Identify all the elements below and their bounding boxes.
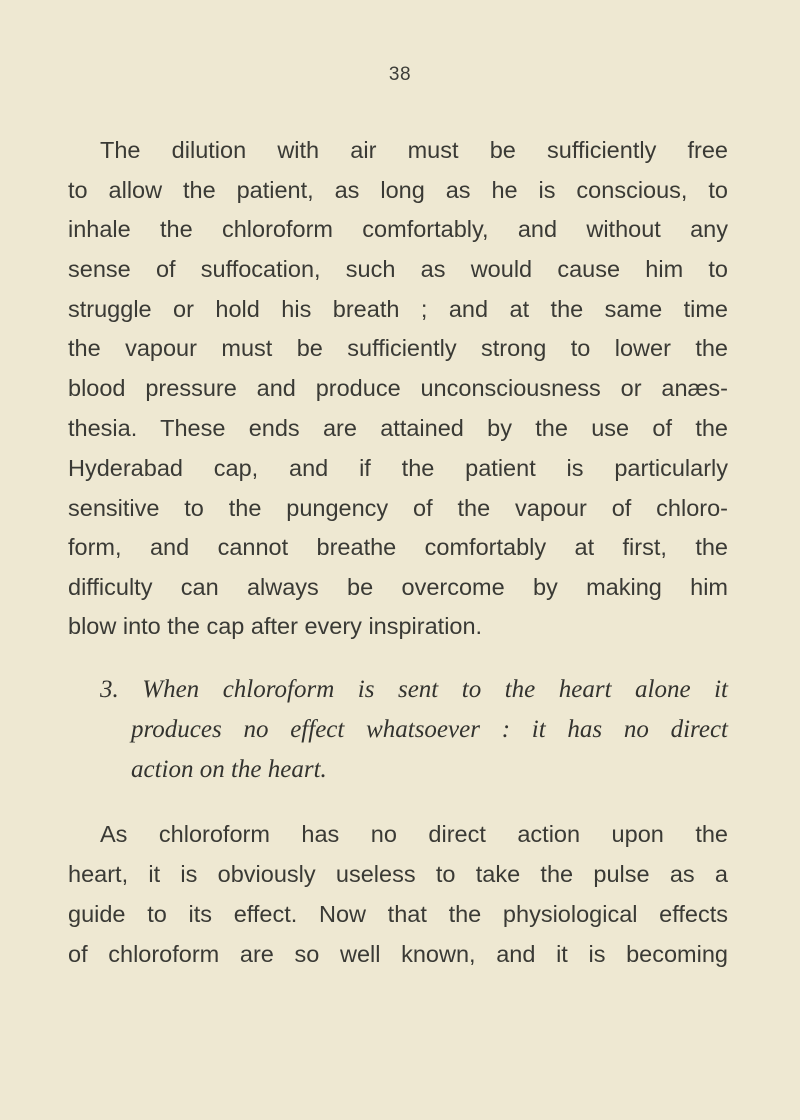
paragraph-1-line-11: form, and cannot breathe comfortably at first, the bbox=[68, 534, 728, 560]
paragraph-1-line-12: difficulty can always be overcome by making him bbox=[68, 574, 728, 600]
paragraph-1-line-3: inhale the chloroform comfortably, and without any bbox=[68, 216, 728, 242]
page-number: 38 bbox=[388, 64, 412, 85]
paragraph-1-line-8: thesia. These ends are attained by the use of the bbox=[68, 415, 728, 441]
paragraph-1-line-13: blow into the cap after every inspiration. bbox=[68, 613, 483, 639]
section-heading-line-1: 3. When chloroform is sent to the heart alone it bbox=[100, 676, 728, 703]
paragraph-2-line-2: heart, it is obviously useless to take the pulse as a bbox=[68, 861, 728, 887]
paragraph-1-line-4: sense of suffocation, such as would cause him to bbox=[68, 256, 728, 282]
paragraph-1-line-10: sensitive to the pungency of the vapour of chloro- bbox=[68, 495, 728, 521]
paragraph-1-line-2: to allow the patient, as long as he is conscious, to bbox=[68, 177, 728, 203]
paragraph-2-line-4: of chloroform are so well known, and it is becoming bbox=[68, 941, 728, 967]
paragraph-1-line-5: struggle or hold his breath ; and at the same time bbox=[68, 296, 728, 322]
paragraph-2-line-1: As chloroform has no direct action upon the bbox=[100, 821, 728, 847]
section-heading-line-3: action on the heart. bbox=[131, 756, 327, 783]
paragraph-1-line-7: blood pressure and produce unconsciousness or anæs- bbox=[68, 375, 728, 401]
section-heading-line-2: produces no effect whatsoever : it has no direct bbox=[131, 716, 728, 743]
paragraph-2-line-3: guide to its effect. Now that the physiological effects bbox=[68, 901, 728, 927]
paragraph-1-line-6: the vapour must be sufficiently strong to lower the bbox=[68, 335, 728, 361]
paragraph-1-line-9: Hyderabad cap, and if the patient is particularly bbox=[68, 455, 728, 481]
paragraph-1-line-1: The dilution with air must be sufficiently free bbox=[100, 137, 728, 163]
